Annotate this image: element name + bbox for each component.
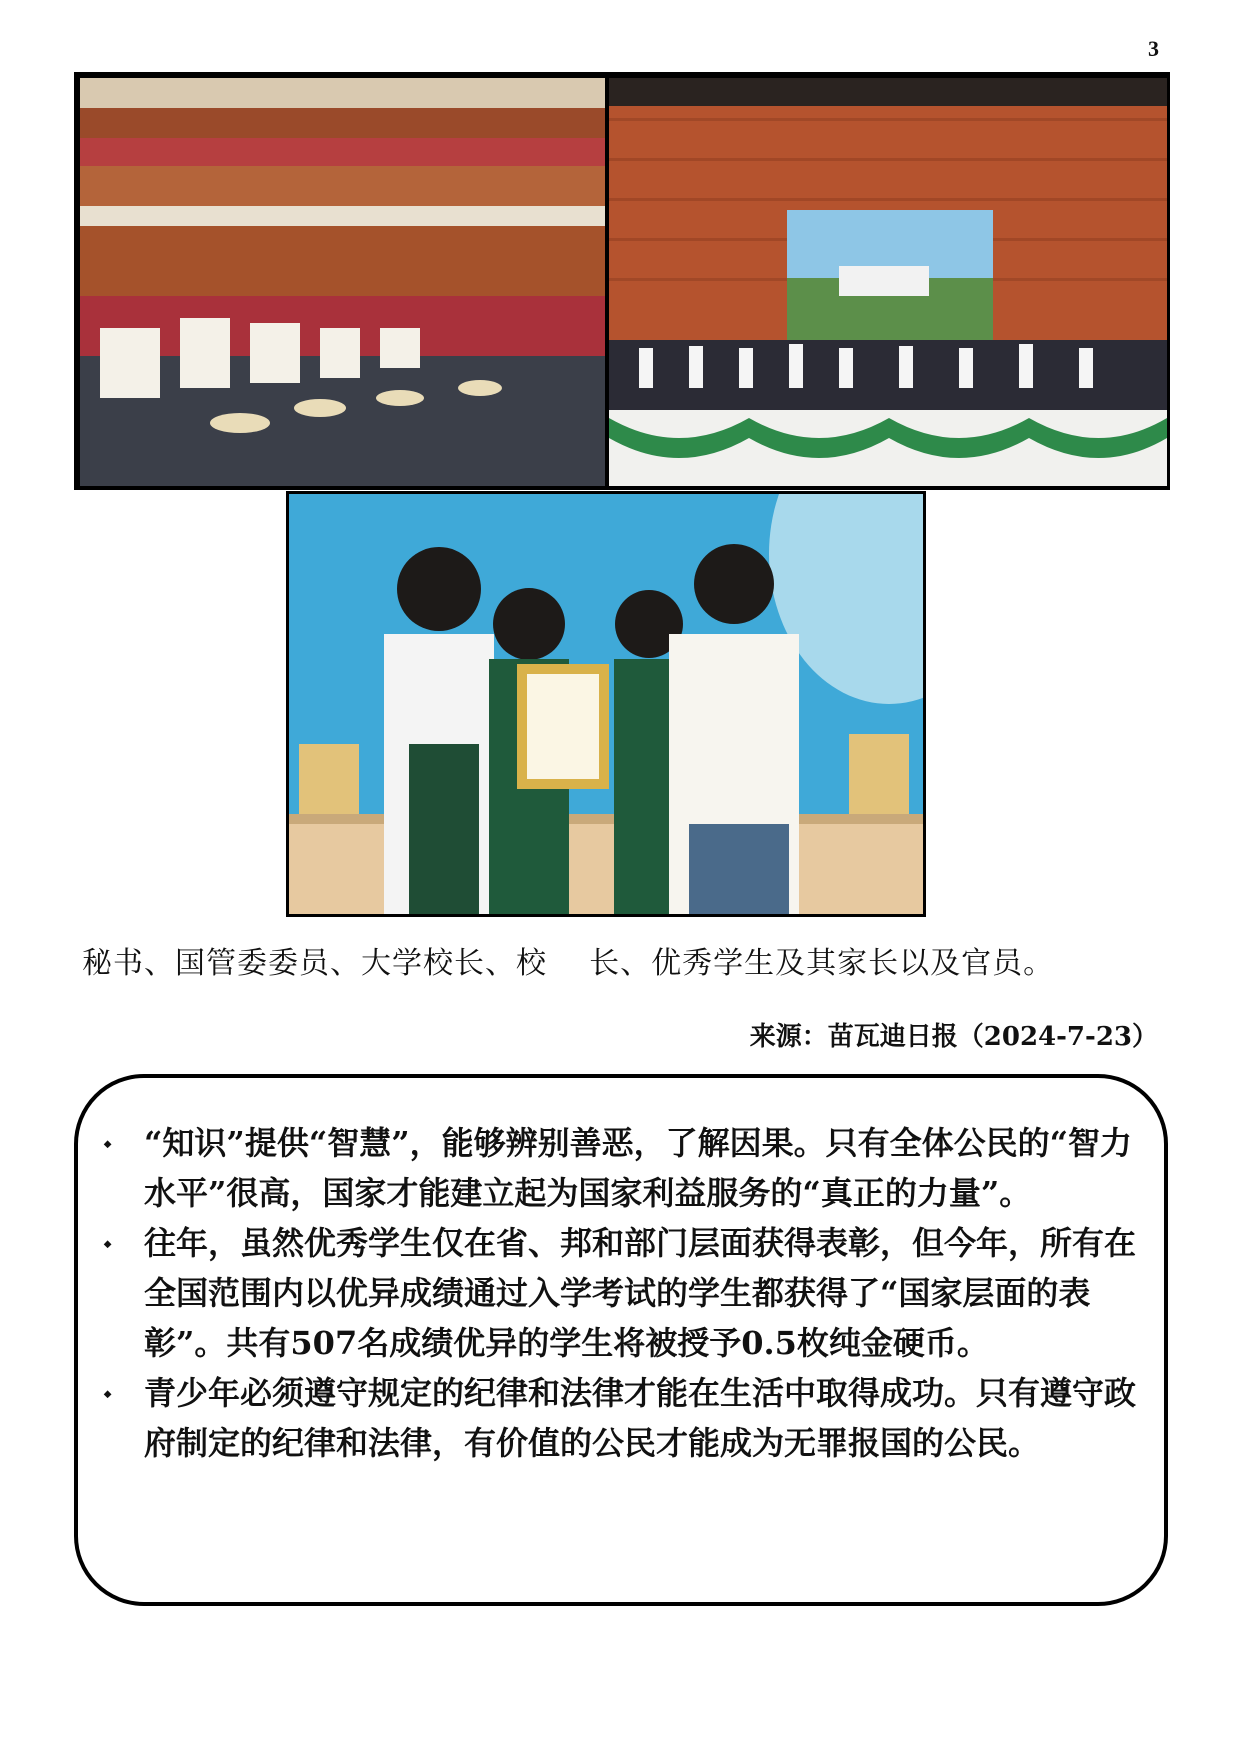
diamond-bullet-icon: ⬩ bbox=[104, 1231, 112, 1255]
award-presentation-photo bbox=[289, 494, 923, 914]
award-photo-frame bbox=[286, 491, 926, 917]
list-item bbox=[100, 1368, 1150, 1468]
diamond-bullet-icon: ⬩ bbox=[104, 1381, 112, 1405]
key-points-list bbox=[100, 1118, 1150, 1468]
top-photo-strip bbox=[74, 72, 1170, 490]
page-number: 3 bbox=[1148, 36, 1159, 61]
bullet-text: “知识”提供“智慧”，能够辨别善恶，了解因果。只有全体公民的“智力水平”很高，国家才能建立起为国家利益服务的“真正的力量”。 bbox=[144, 1124, 1133, 1212]
auditorium-audience-photo bbox=[80, 78, 605, 486]
diamond-bullet-icon: ⬩ bbox=[104, 1131, 112, 1155]
list-item bbox=[100, 1118, 1150, 1218]
bullet-text: 往年，虽然优秀学生仅在省、邦和部门层面获得表彰，但今年，所有在全国范围内以优异成绩通过入学考试的学生都获得了“国家层面的表彰”。共有507名成绩优异的学生将被授予0.5枚纯金硬币。 bbox=[144, 1224, 1137, 1362]
stage-performance-photo bbox=[609, 78, 1167, 486]
source-citation: 来源：苗瓦迪日报（2024-7-23） bbox=[749, 1022, 1158, 1052]
list-item bbox=[100, 1218, 1150, 1368]
bullet-text: 青少年必须遵守规定的纪律和法律才能在生活中取得成功。只有遵守政府制定的纪律和法律，有价值的公民才能成为无罪报国的公民。 bbox=[144, 1374, 1137, 1462]
photo-caption: 秘书、国管委委员、大学校长、校 长、优秀学生及其家长以及官员。 bbox=[82, 946, 1055, 981]
